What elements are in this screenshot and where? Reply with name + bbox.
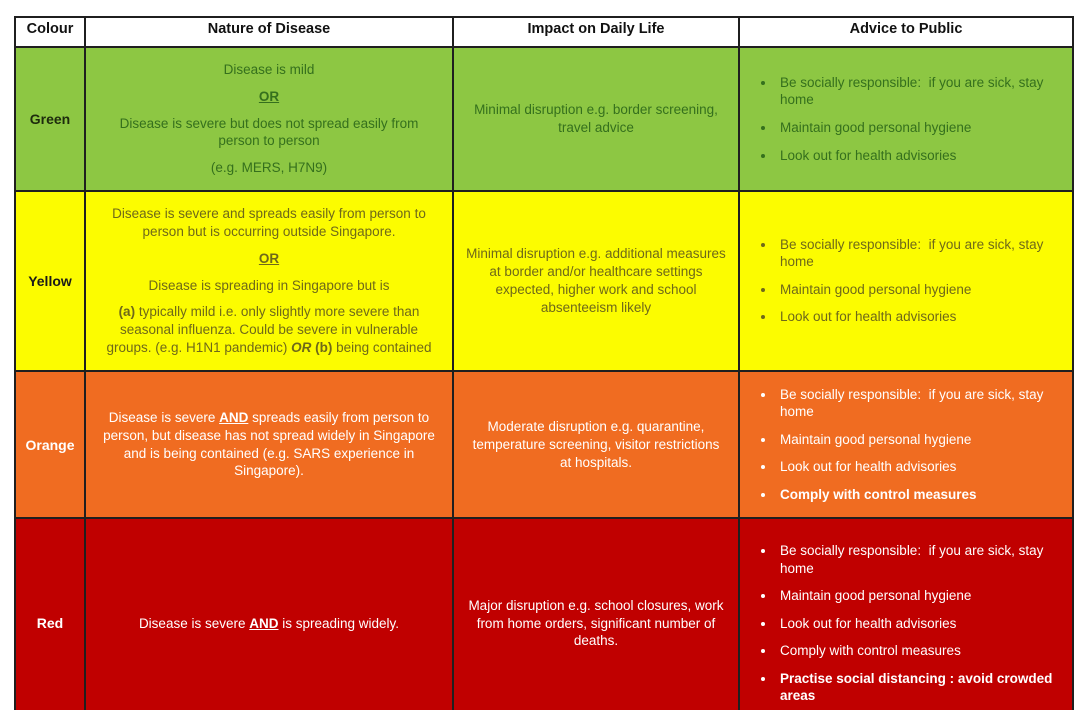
text-segment: OR: [291, 339, 312, 355]
advice-item: • Be socially responsible: if you are sick, stay home: [776, 236, 1062, 271]
text-segment: OR: [258, 88, 280, 104]
text-segment: Disease is severe: [138, 615, 250, 631]
header-advice-to-public: Advice to Public: [739, 17, 1073, 47]
nature-cell-red: [85, 518, 453, 710]
advice-item: • Comply with control measures: [776, 642, 1062, 660]
dorscon-row-green: [15, 47, 1073, 191]
impact-cell-red: [453, 518, 739, 710]
impact-text: Moderate disruption e.g. quarantine, temperature screening, visitor restrictions at hospitals.: [472, 418, 720, 470]
impact-text: Minimal disruption e.g. additional measures at border and/or healthcare settings expected, higher work and school absenteeism likely: [466, 246, 726, 315]
dorscon-row-yellow: [15, 191, 1073, 371]
dorscon-row-orange: [15, 371, 1073, 519]
header-colour: Colour: [15, 17, 85, 47]
nature-paragraph: [98, 159, 440, 177]
advice-item: • Look out for health advisories: [776, 458, 1062, 476]
text-segment: AND: [249, 615, 279, 631]
advice-item: • Look out for health advisories: [776, 308, 1062, 326]
nature-cell-orange: [85, 371, 453, 519]
text-segment: OR: [258, 250, 280, 266]
table-body: [15, 47, 1073, 710]
text-segment: typically mild i.e. only slightly more severe than seasonal influenza. Could be severe in vulnerable groups. (e.g. H1N1 pandemic): [106, 304, 420, 355]
dorscon-table: [14, 16, 1074, 710]
advice-list: [746, 74, 1062, 164]
nature-cell-yellow: [85, 191, 453, 371]
impact-cell-yellow: [453, 191, 739, 371]
advice-list: [746, 236, 1062, 326]
text-segment: (a): [118, 304, 136, 320]
advice-cell-green: [739, 47, 1073, 191]
text-segment: Disease is mild: [223, 62, 315, 77]
nature-cell-green: [85, 47, 453, 191]
advice-item: • Be socially responsible: if you are sick, stay home: [776, 542, 1062, 577]
text-segment: AND: [219, 409, 249, 425]
advice-item: • Comply with control measures: [776, 486, 1062, 504]
text-segment: being contained: [332, 339, 432, 355]
colour-cell-red: Red: [15, 518, 85, 710]
advice-list: [746, 542, 1062, 705]
nature-paragraph: [98, 61, 440, 79]
text-segment: (e.g. MERS, H7N9): [210, 160, 328, 176]
table-header: [15, 17, 1073, 47]
advice-item: • Be socially responsible: if you are sick, stay home: [776, 386, 1062, 421]
advice-cell-yellow: [739, 191, 1073, 371]
text-segment: (b): [315, 339, 333, 355]
advice-cell-orange: [739, 371, 1073, 519]
text-segment: Disease is severe and spreads easily from person to person but is occurring outside Singapore.: [112, 206, 426, 239]
advice-item: • Practise social distancing : avoid crowded areas: [776, 670, 1062, 705]
impact-text: Minimal disruption e.g. border screening, travel advice: [474, 102, 718, 136]
advice-item: • Maintain good personal hygiene: [776, 587, 1062, 605]
impact-text: Major disruption e.g. school closures, work from home orders, significant number of deaths.: [468, 597, 724, 649]
impact-cell-green: [453, 47, 739, 191]
advice-cell-red: [739, 518, 1073, 710]
advice-item: • Look out for health advisories: [776, 147, 1062, 165]
text-segment: Disease is spreading in Singapore but is: [148, 277, 390, 293]
advice-item: • Look out for health advisories: [776, 615, 1062, 633]
advice-item: • Maintain good personal hygiene: [776, 431, 1062, 449]
advice-list: [746, 386, 1062, 504]
text-segment: Disease is severe: [108, 409, 220, 425]
header-nature-of-disease: Nature of Disease: [85, 17, 453, 47]
colour-cell-green: Green: [15, 47, 85, 191]
impact-cell-orange: [453, 371, 739, 519]
nature-paragraph: [98, 88, 440, 106]
nature-paragraph: [98, 303, 440, 356]
nature-paragraph: [98, 615, 440, 633]
text-segment: spreads easily from person to person, but disease has not spread widely in Singapore and is being contained (e.g. SARS experience in Singapore).: [103, 409, 435, 479]
nature-paragraph: [98, 250, 440, 268]
advice-item: • Maintain good personal hygiene: [776, 281, 1062, 299]
colour-cell-yellow: Yellow: [15, 191, 85, 371]
dorscon-row-red: [15, 518, 1073, 710]
header-impact-on-daily-life: Impact on Daily Life: [453, 17, 739, 47]
text-segment: Disease is severe but does not spread easily from person to person: [119, 115, 419, 149]
nature-paragraph: [98, 115, 440, 151]
text-segment: is spreading widely.: [278, 615, 400, 631]
colour-cell-orange: Orange: [15, 371, 85, 519]
nature-paragraph: [98, 409, 440, 480]
nature-paragraph: [98, 205, 440, 241]
advice-item: • Maintain good personal hygiene: [776, 119, 1062, 137]
nature-paragraph: [98, 277, 440, 295]
header-row: [15, 17, 1073, 47]
advice-item: • Be socially responsible: if you are sick, stay home: [776, 74, 1062, 109]
